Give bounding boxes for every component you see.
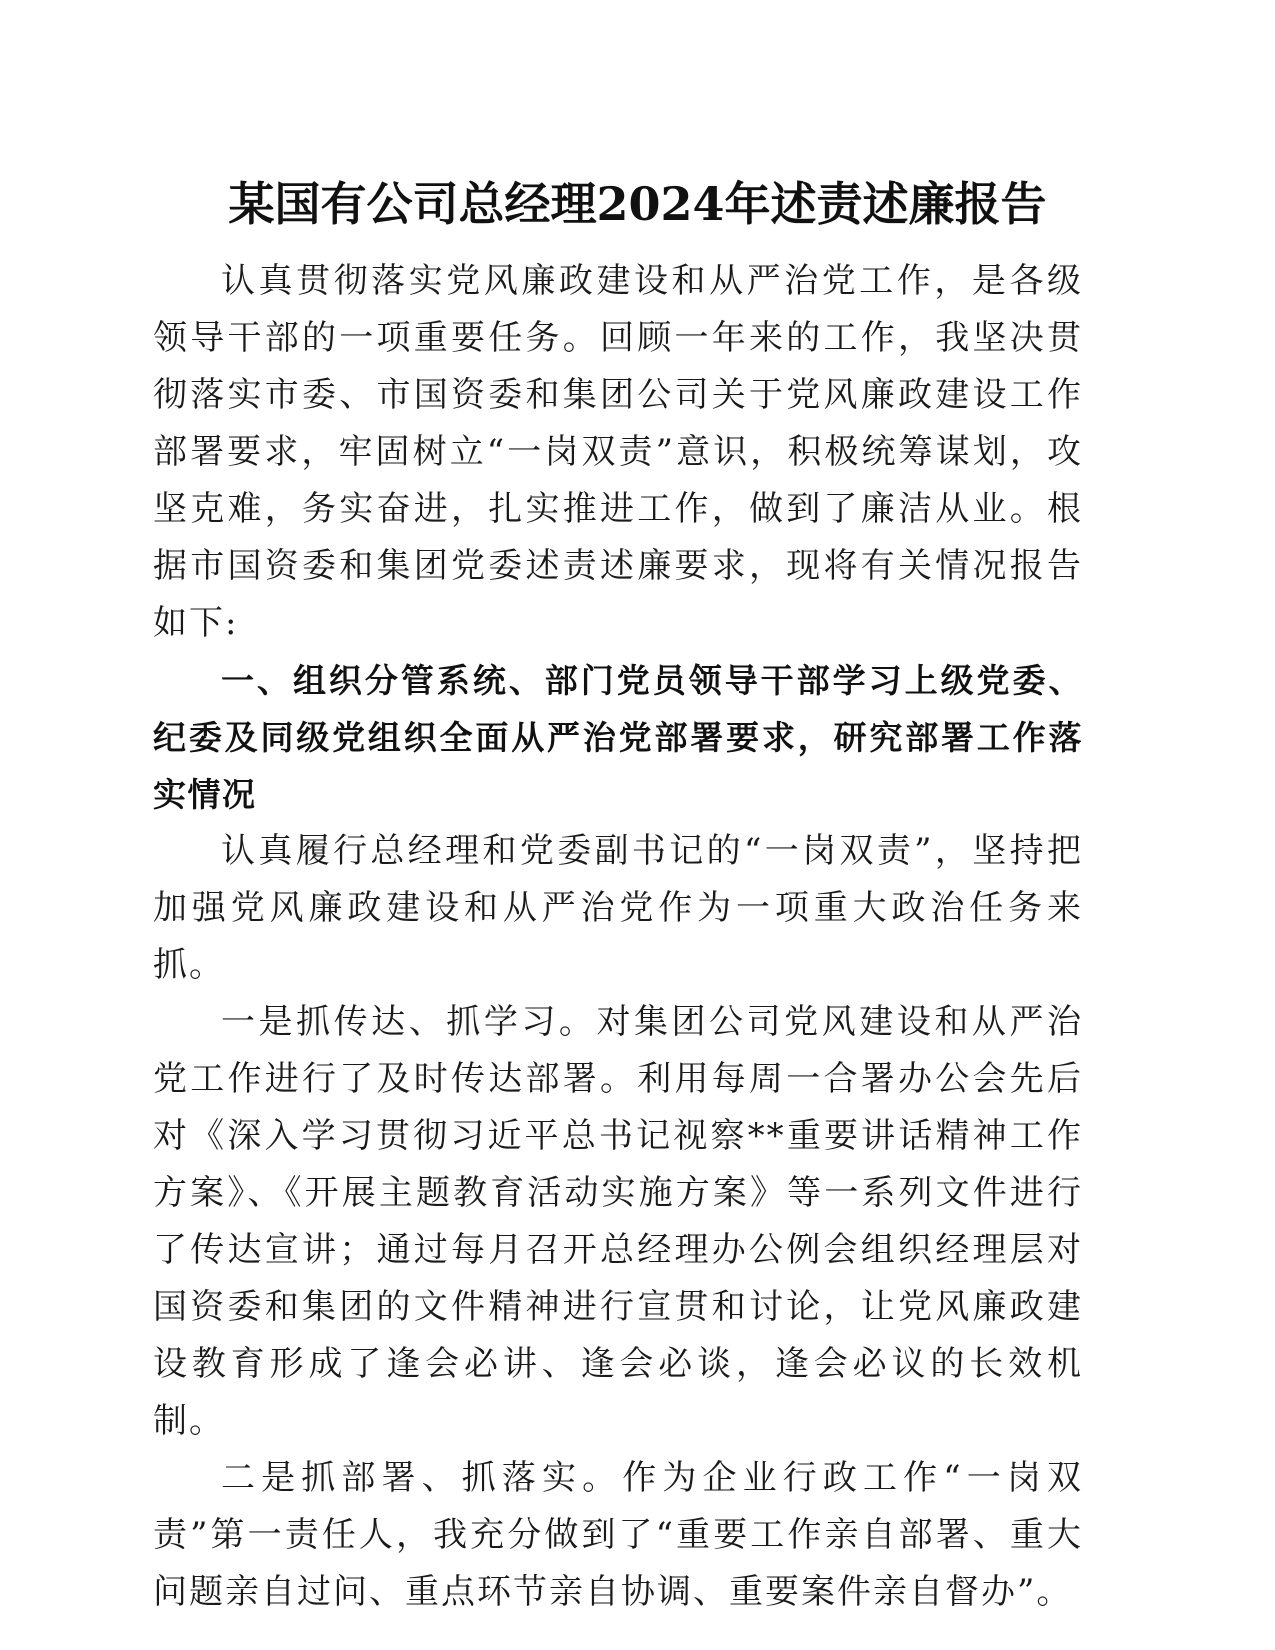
- body-paragraph: 二是抓部署、抓落实。作为企业行政工作“一岗双责”第一责任人，我充分做到了“重要工作亲自部署、重大问题亲自过问、重点环节亲自协调、重要案件亲自督办”。: [153, 1458, 1083, 1612]
- section-heading-1: 一、组织分管系统、部门党员领导干部学习上级党委、纪委及同级党组织全面从严治党部署要求，研究部署工作落实情况: [153, 661, 1083, 814]
- document-title: 某国有公司总经理2024年述责述廉报告: [228, 177, 1047, 231]
- body-paragraph: 一是抓传达、抓学习。对集团公司党风建设和从严治党工作进行了及时传达部署。利用每周一合署办公会先后对《深入学习贯彻习近平总书记视察**重要讲话精神工作方案》、《开展主题教育活动实施方案》等一系列文件进行了传达宣讲；通过每月召开总经理办公例会组织经理层对国资委和集团的文件精神进行宣贯和讨论，让党风廉政建设教育形成了逢会必讲、逢会必谈，逢会必议的长效机制。: [153, 1002, 1083, 1441]
- intro-paragraph: 认真贯彻落实党风廉政建设和从严治党工作，是各级领导干部的一项重要任务。回顾一年来的工作，我坚决贯彻落实市委、市国资委和集团公司关于党风廉政建设工作部署要求，牢固树立“一岗双责”意识，积极统筹谋划，攻坚克难，务实奋进，扎实推进工作，做到了廉洁从业。根据市国资委和集团党委述责述廉要求，现将有关情况报告如下:: [153, 261, 1083, 643]
- body-paragraph: 认真履行总经理和党委副书记的“一岗双责”，坚持把加强党风廉政建设和从严治党作为一项重大政治任务来抓。: [153, 831, 1083, 985]
- document-body: [153, 253, 1083, 1621]
